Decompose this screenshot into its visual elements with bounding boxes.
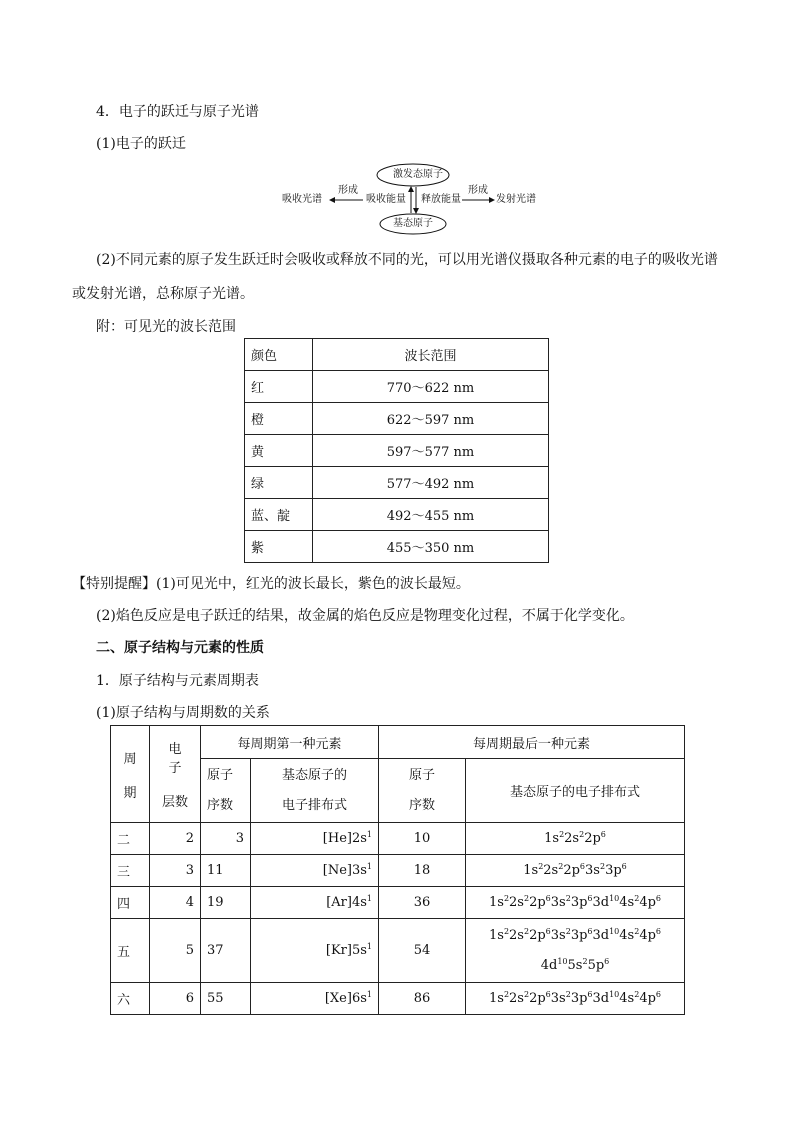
header-first-atomic-number [201,759,251,823]
first-atomic-number-cell: 11 [201,855,251,887]
section-2-1-title: 1．原子结构与元素周期表 [96,673,259,689]
header-wavelength: 波长范围 [313,339,549,371]
absorb-energy-label: 吸收能量 [366,194,406,205]
paragraph-2-line-1: (2)不同元素的原子发生跃迁时会吸收或释放不同的光，可以用光谱仪摄取各种元素的电子的吸收光谱 [96,252,718,268]
table-row [245,531,549,563]
wavelength-cell: 622～597 nm [313,403,549,435]
header-first-config-line-2: 电子排布式 [281,797,347,813]
wavelength-table [244,338,549,563]
first-config-cell: $[Kr]5s^1$ [251,919,379,983]
color-cell: 橙 [245,403,313,435]
emission-spectrum-label: 发射光谱 [496,194,536,205]
header-row-1 [111,726,685,759]
last-atomic-number-cell: 36 [379,887,466,919]
table-header-row [245,339,549,371]
header-last-atomic-number-line-2: 序数 [408,797,435,813]
header-last-element: 每周期最后一种元素 [379,726,685,759]
header-first-atomic-number-line-2: 序数 [207,797,234,813]
layers-cell: 4 [150,887,201,919]
header-last-config: 基态原子的电子排布式 [466,759,685,823]
header-last-atomic-number-line-1: 原子 [408,767,435,783]
header-period-line-2: 期 [123,785,137,801]
table-row [111,855,685,887]
table-row [111,887,685,919]
paragraph-2-line-2: 或发射光谱，总称原子光谱。 [72,286,254,302]
layers-cell: 2 [150,823,201,855]
last-atomic-number-cell: 18 [379,855,466,887]
excited-state-label: 激发态原子 [393,169,443,180]
last-config-cell: $1s^22s^22p^6$ [466,823,685,855]
section-2-title: 二、原子结构与元素的性质 [96,640,264,656]
layers-cell: 6 [150,983,201,1015]
last-atomic-number-cell: 86 [379,983,466,1015]
section-2-1-1-title: (1)原子结构与周期数的关系 [96,705,270,721]
table-row [245,371,549,403]
first-atomic-number-cell: 55 [201,983,251,1015]
first-config-cell: $[Ne]3s^1$ [251,855,379,887]
appendix-title: 附：可见光的波长范围 [96,319,236,335]
header-period [111,726,150,823]
special-reminder-2: (2)焰色反应是电子跃迁的结果，故金属的焰色反应是物理变化过程，不属于化学变化。 [96,608,634,624]
header-layers [150,726,201,823]
header-period-line-1: 周 [123,751,137,767]
last-config-cell: $1s^22s^22p^63s^23p^6$ [466,855,685,887]
color-cell: 绿 [245,467,313,499]
atomic-structure-table [110,725,685,1015]
table-row [245,403,549,435]
first-atomic-number-cell: 19 [201,887,251,919]
color-cell: 黄 [245,435,313,467]
header-first-atomic-number-line-1: 原子 [207,767,234,783]
layers-cell: 3 [150,855,201,887]
table-row [111,983,685,1015]
absorption-spectrum-label: 吸收光谱 [282,194,322,205]
header-color: 颜色 [245,339,313,371]
form-label-right: 形成 [468,185,488,196]
period-cell: 五 [111,919,150,983]
color-cell: 蓝、靛 [245,499,313,531]
table-row [245,467,549,499]
period-cell: 三 [111,855,150,887]
wavelength-cell: 455～350 nm [313,531,549,563]
wavelength-cell: 597～577 nm [313,435,549,467]
first-atomic-number-cell: 3 [201,823,251,855]
header-layers-line-1: 电 子 [168,742,195,776]
header-last-atomic-number [379,759,466,823]
last-atomic-number-cell: 54 [379,919,466,983]
header-first-config [251,759,379,823]
header-first-element: 每周期第一种元素 [201,726,379,759]
last-atomic-number-cell: 10 [379,823,466,855]
last-config-cell: $1s^22s^22p^63s^23p^63d^{10}4s^24p^6$ [466,887,685,919]
release-energy-label: 释放能量 [421,194,461,205]
period-cell: 二 [111,823,150,855]
wavelength-cell: 492～455 nm [313,499,549,531]
last-config-cell: $1s^22s^22p^63s^23p^63d^{10}4s^24p^6$ [466,983,685,1015]
last-config-cell: $1s^22s^22p^63s^23p^63d^{10}4s^24p^6$ $4d^{10}5s^25p^6$ [466,919,685,983]
header-first-config-line-1: 基态原子的 [281,767,347,783]
first-config-cell: $[Xe]6s^1$ [251,983,379,1015]
first-config-cell: $[He]2s^1$ [251,823,379,855]
period-cell: 四 [111,887,150,919]
special-reminder-1: 【特别提醒】(1)可见光中，红光的波长最长，紫色的波长最短。 [72,576,470,592]
first-config-cell: $[Ar]4s^1$ [251,887,379,919]
ground-state-label: 基态原子 [393,218,433,229]
first-atomic-number-cell: 37 [201,919,251,983]
wavelength-cell: 770～622 nm [313,371,549,403]
subsection-1-title: (1)电子的跃迁 [96,136,186,152]
electron-transition-diagram [280,163,550,235]
table-row [111,823,685,855]
header-layers-line-2: 层数 [161,795,188,810]
period-cell: 六 [111,983,150,1015]
color-cell: 紫 [245,531,313,563]
color-cell: 红 [245,371,313,403]
table-row [111,919,685,983]
table-row [245,435,549,467]
wavelength-cell: 577～492 nm [313,467,549,499]
table-row [245,499,549,531]
layers-cell: 5 [150,919,201,983]
section-4-title: 4．电子的跃迁与原子光谱 [96,104,259,120]
form-label-left: 形成 [338,185,358,196]
